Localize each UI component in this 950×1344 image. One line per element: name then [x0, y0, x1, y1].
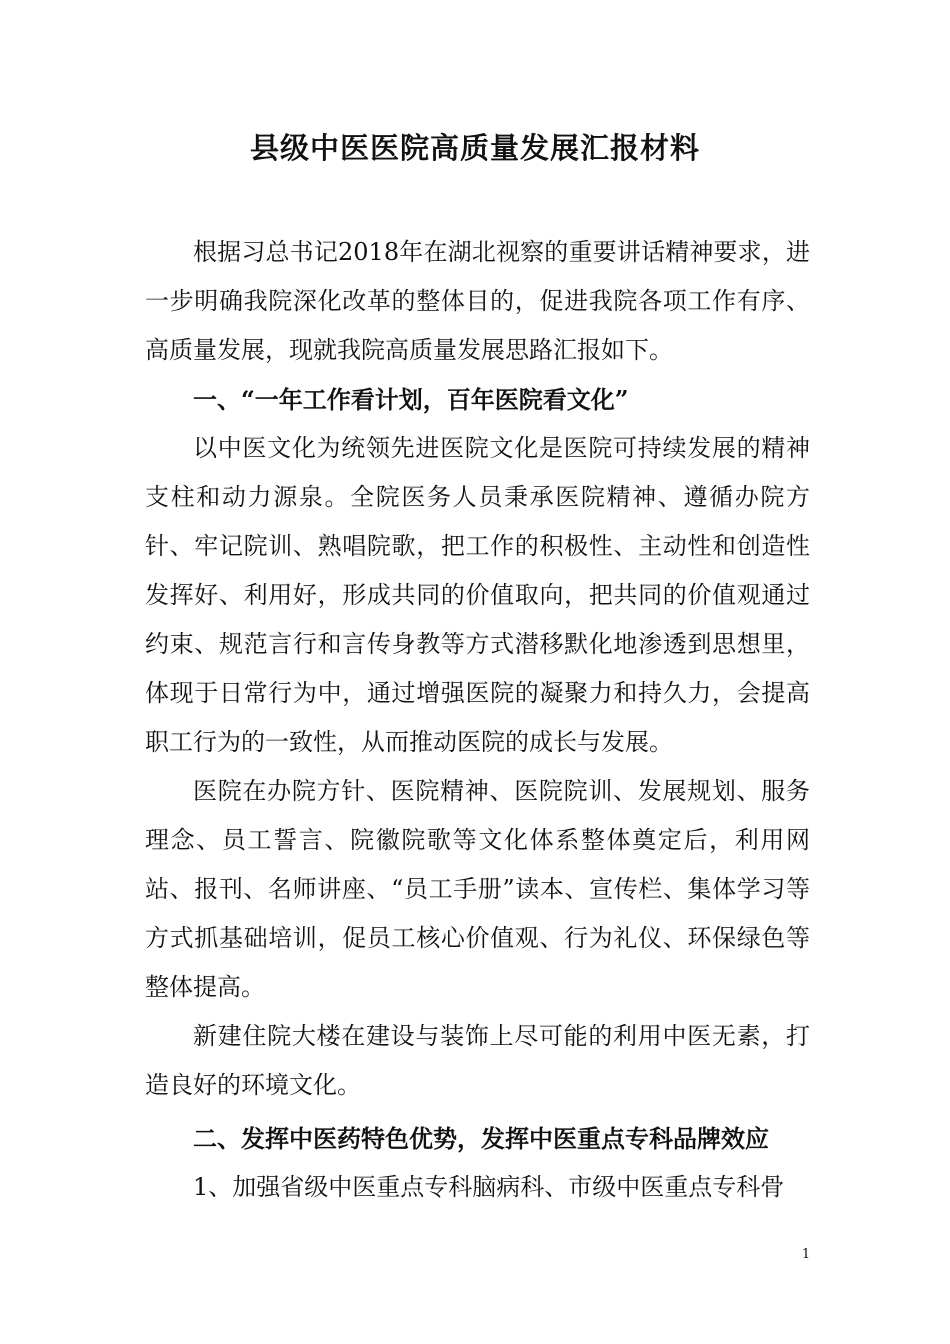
document-title: 县级中医医院高质量发展汇报材料 [249, 131, 700, 165]
document-body [145, 228, 810, 1212]
section-heading-culture: 一、“一年工作看计划，百年医院看文化” [193, 385, 629, 414]
paragraph-culture-3: 新建住院大楼在建设与装饰上尽可能的利用中医无素，打造良好的环境文化。 [145, 1022, 810, 1099]
paragraph-specialty-1: 1、加强省级中医重点专科脑病科、市级中医重点专科骨 [193, 1173, 785, 1201]
paragraph-intro: 根据习总书记2018年在湖北视察的重要讲话精神要求，进一步明确我院深化改革的整体目的，促进我院各项工作有序、高质量发展，现就我院高质量发展思路汇报如下。 [145, 238, 810, 364]
paragraph-culture-1: 以中医文化为统领先进医院文化是医院可持续发展的精神支柱和动力源泉。全院医务人员秉承医院精神、遵循办院方针、牢记院训、熟唱院歌，把工作的积极性、主动性和创造性发挥好、利用好，形成共同的价值取向，把共同的价值观通过约束、规范言行和言传身教等方式潜移默化地渗透到思想里，体现于日常行为中，通过增强医院的凝聚力和持久力，会提高职工行为的一致性，从而推动医院的成长与发展。 [145, 434, 810, 756]
section-heading-specialty: 二、发挥中医药特色优势，发挥中医重点专科品牌效应 [193, 1124, 769, 1153]
paragraph-culture-2: 医院在办院方针、医院精神、医院院训、发展规划、服务理念、员工誓言、院徽院歌等文化体系整体奠定后，利用网站、报刊、名师讲座、“员工手册”读本、宣传栏、集体学习等方式抓基础培训，促员工核心价值观、行为礼仪、环保绿色等整体提高。 [145, 777, 810, 1001]
page-number: 1 [801, 1247, 811, 1262]
